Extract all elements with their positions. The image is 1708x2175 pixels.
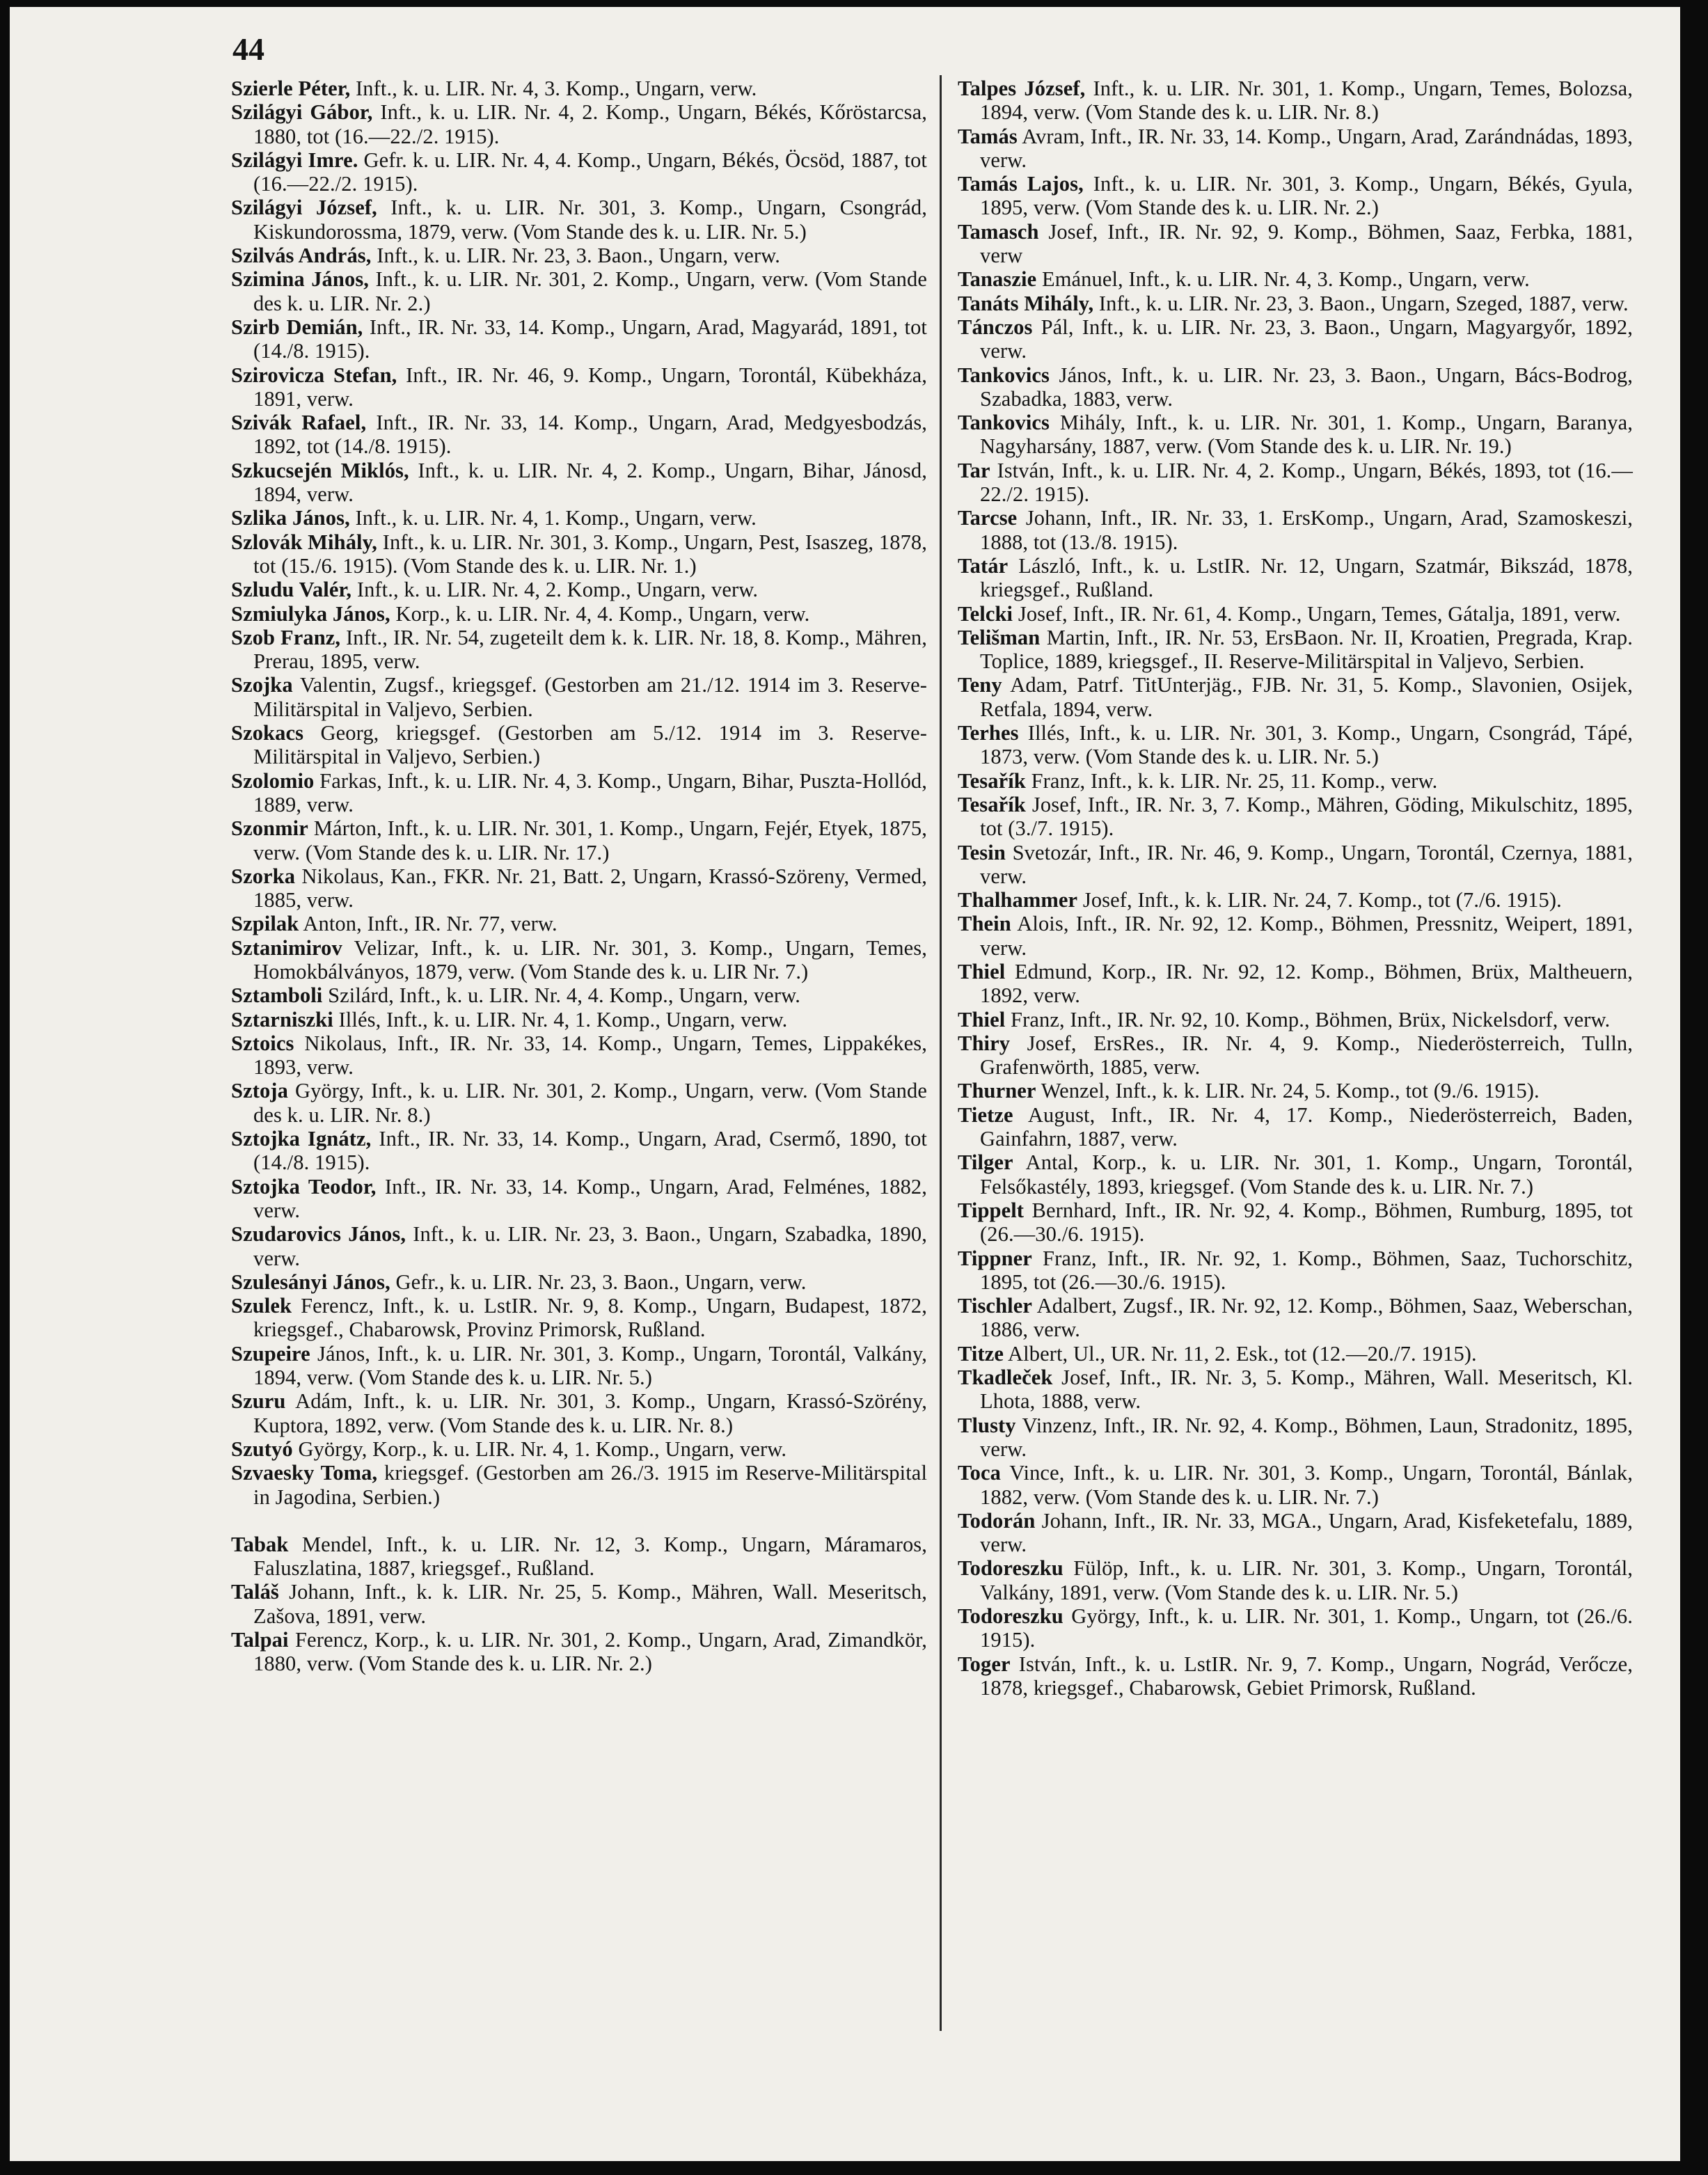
entry-details: János, Inft., k. u. LIR. Nr. 301, 3. Komp., Ungarn, Torontál, Valkány, 1894, verw. (Vom Stande des k. u. LIR. Nr. 5.) [253,1341,927,1390]
entry-details: Inft., IR. Nr. 33, 14. Komp., Ungarn, Arad, Medgyesbodzás, 1892, tot (14./8. 1915). [253,411,928,459]
left-column [231,77,927,1676]
list-entry [958,888,1633,912]
entry-details: Fülöp, Inft., k. u. LIR. Nr. 301, 3. Komp., Ungarn, Torontál, Valkány, 1891, verw. (Vom Stande des k. u. LIR. Nr. 5.) [980,1556,1633,1604]
entry-details: Inft., k. u. LIR. Nr. 4, 3. Komp., Ungarn, verw. [350,77,757,100]
entry-details: Inft., k. u. LIR. Nr. 301, 2. Komp., Ungarn, verw. (Vom Stande des k. u. LIR. Nr. 2.) [253,267,927,315]
entry-details: Inft., k. u. LIR. Nr. 4, 2. Komp., Ungarn, Békés, Kőröstarcsa, 1880, tot (16.—22./2. 1915). [253,100,927,148]
entry-name: Tarcse [958,506,1018,530]
entry-name: Sztanimirov [231,935,342,960]
entry-name: Sztojka Teodor, [231,1174,377,1199]
entry-details: Szilárd, Inft., k. u. LIR. Nr. 4, 4. Komp., Ungarn, verw. [322,983,800,1008]
list-entry [958,673,1633,721]
list-entry [958,267,1633,291]
list-entry [958,506,1633,554]
list-entry [231,602,927,626]
list-entry [958,125,1633,173]
entry-details: György, Inft., k. u. LIR. Nr. 301, 2. Komp., Ungarn, verw. (Vom Stande des k. u. LIR. Nr. 8.) [253,1079,927,1127]
list-entry [958,1461,1633,1509]
list-entry [231,244,927,267]
list-entry [231,148,927,196]
entry-name: Sztoja [231,1079,288,1103]
entry-name: Thiel [958,959,1006,983]
entry-details: Márton, Inft., k. u. LIR. Nr. 301, 1. Komp., Ungarn, Fejér, Etyek, 1875, verw. (Vom Stande des k. u. LIR. Nr. 17.) [253,816,927,864]
list-entry [231,1270,927,1294]
entry-name: Szkucsején Miklós, [231,458,409,482]
entry-details: Inft., k. u. LIR. Nr. 4, 2. Komp., Ungarn, verw. [351,578,759,602]
entry-details: Antal, Korp., k. u. LIR. Nr. 301, 1. Komp., Ungarn, Torontál, Felsőkastély, 1893, kriegsgef. (Vom Stande des k. u. LIR. Nr. 7.) [980,1150,1633,1199]
list-entry [231,315,927,363]
list-entry [231,1461,927,1509]
entry-details: Anton, Inft., IR. Nr. 77, verw. [299,912,558,936]
entry-name: Thein [958,912,1011,936]
entry-details: Nikolaus, Inft., IR. Nr. 33, 14. Komp., Ungarn, Temes, Lippakékes, 1893, verw. [253,1031,927,1079]
list-entry [231,1437,927,1461]
entry-name: Szokacs [231,721,304,745]
entry-details: Vinzenz, Inft., IR. Nr. 92, 4. Komp., Böhmen, Laun, Stradonitz, 1895, verw. [980,1413,1633,1461]
entry-details: Wenzel, Inft., k. k. LIR. Nr. 24, 5. Komp., tot (9./6. 1915). [1036,1079,1540,1103]
entry-details: Inft., IR. Nr. 33, 14. Komp., Ungarn, Arad, Felménes, 1882, verw. [253,1174,928,1222]
entry-name: Szob Franz, [231,625,341,649]
list-entry [231,530,927,578]
entry-details: Franz, Inft., k. k. LIR. Nr. 25, 11. Komp., verw. [1025,768,1438,793]
list-entry [958,220,1633,268]
entry-details: Georg, kriegsgef. (Gestorben am 5./12. 1914 im 3. Reserve-Militärspital in Valjevo, Serbien.) [253,721,927,769]
list-entry [231,1222,927,1270]
list-entry [958,769,1633,793]
entry-details: Inft., k. u. LIR. Nr. 301, 3. Komp., Ungarn, Csongrád, Kiskundorossma, 1879, verw. (Vom Stande des k. u. LIR. Nr. 5.) [253,196,928,244]
entry-details: Avram, Inft., IR. Nr. 33, 14. Komp., Ungarn, Arad, Zarándnádas, 1893, verw. [980,124,1633,172]
document-page [10,7,1680,2161]
entry-name: Tanaszie [958,267,1037,292]
entry-name: Tesařík [958,792,1026,816]
entry-name: Thiel [958,1007,1006,1031]
list-entry [958,1294,1633,1342]
entry-name: Tesin [958,840,1006,864]
entry-details: Josef, Inft., IR. Nr. 92, 9. Komp., Böhmen, Saaz, Ferbka, 1881, verw [980,219,1633,268]
list-entry [958,554,1633,602]
entry-details: Franz, Inft., IR. Nr. 92, 1. Komp., Böhmen, Saaz, Tuchorschitz, 1895, tot (26.—30./6. 1915). [980,1246,1633,1294]
entry-name: Tesařík [958,768,1026,793]
entry-name: Tatár [958,553,1009,578]
list-entry [231,1389,927,1437]
entry-name: Toca [958,1461,1001,1485]
entry-name: Szorka [231,864,296,888]
entry-name: Szojka [231,673,293,697]
entry-details: Inft., k. u. LIR. Nr. 4, 1. Komp., Ungarn, verw. [349,506,757,530]
entry-details: Korp., k. u. LIR. Nr. 4, 4. Komp., Ungarn, verw. [390,601,810,626]
list-entry [231,411,927,459]
list-entry [958,77,1633,125]
entry-name: Szvaesky Toma, [231,1461,378,1485]
list-entry [231,578,927,601]
entry-details: Inft., k. u. LIR. Nr. 23, 3. Baon., Ungarn, verw. [371,244,781,268]
entry-details: Svetozár, Inft., IR. Nr. 46, 9. Komp., Ungarn, Torontál, Czernya, 1881, verw. [980,840,1633,888]
list-entry [958,960,1633,1008]
list-entry [231,1628,927,1676]
entry-details: György, Korp., k. u. LIR. Nr. 4, 1. Komp., Ungarn, verw. [292,1437,787,1461]
entry-name: Tilger [958,1150,1013,1175]
entry-details: Gefr., k. u. LIR. Nr. 23, 3. Baon., Ungarn, verw. [390,1270,807,1294]
entry-name: Szilvás András, [231,244,372,268]
list-entry [231,1175,927,1223]
entry-details: Vince, Inft., k. u. LIR. Nr. 301, 3. Komp., Ungarn, Torontál, Bánlak, 1882, verw. (Vom Stande des k. u. LIR. Nr. 7.) [980,1461,1633,1509]
entry-name: Szuru [231,1389,286,1414]
list-entry [231,363,927,411]
entry-name: Teny [958,673,1002,697]
entry-details: Franz, Inft., IR. Nr. 92, 10. Komp., Böhmen, Brüx, Nickelsdorf, verw. [1005,1007,1611,1031]
entry-details: Illés, Inft., k. u. LIR. Nr. 4, 1. Komp., Ungarn, verw. [333,1007,788,1031]
entry-name: Szonmir [231,816,308,841]
entry-details: Adalbert, Zugsf., IR. Nr. 92, 12. Komp., Böhmen, Saaz, Weberschan, 1886, verw. [980,1294,1633,1342]
entry-name: Sztarniszki [231,1007,333,1031]
entry-name: Sztoics [231,1031,294,1055]
entry-details: László, Inft., k. u. LstIR. Nr. 12, Ungarn, Szatmár, Bikszád, 1878, kriegsgef., Rußland. [980,553,1633,602]
entry-details: Inft., IR. Nr. 54, zugeteilt dem k. k. LIR. Nr. 18, 8. Komp., Mähren, Prerau, 1895, verw. [253,625,927,674]
entry-name: Szolomio [231,768,315,793]
list-entry [231,816,927,864]
entry-details: Inft., k. u. LIR. Nr. 301, 1. Komp., Ungarn, Temes, Bolozsa, 1894, verw. (Vom Stande des k. u. LIR. Nr. 8.) [980,77,1633,125]
entry-details: Inft., k. u. LIR. Nr. 23, 3. Baon., Ungarn, Szeged, 1887, verw. [1093,291,1629,315]
entry-details: György, Inft., k. u. LIR. Nr. 301, 1. Komp., Ungarn, tot (26./6. 1915). [980,1604,1633,1652]
entry-name: Terhes [958,721,1019,745]
list-entry [231,912,927,935]
list-entry [231,1031,927,1079]
entry-details: Martin, Inft., IR. Nr. 53, ErsBaon. Nr. II, Kroatien, Pregrada, Krap. Toplice, 1889, kriegsgef., II. Reserve-Militärspital in Valjevo, Serbien. [980,625,1633,674]
entry-name: Todoreszku [958,1604,1063,1628]
entry-details: Josef, Inft., IR. Nr. 61, 4. Komp., Ungarn, Temes, Gátalja, 1891, verw. [1013,601,1621,626]
list-entry [958,411,1633,459]
entry-name: Szpilak [231,912,299,936]
entry-name: Tanáts Mihály, [958,291,1094,315]
entry-name: Tankovics [958,363,1050,387]
entry-details: Bernhard, Inft., IR. Nr. 92, 4. Komp., Böhmen, Rumburg, 1895, tot (26.—30./6. 1915). [980,1198,1633,1247]
entry-details: Johann, Inft., IR. Nr. 33, 1. ErsKomp., Ungarn, Arad, Szamoskeszi, 1888, tot (13./8. 1915). [980,506,1633,554]
entry-name: Szulek [231,1294,292,1318]
list-entry [958,841,1633,889]
list-entry [958,459,1633,507]
entry-details: István, Inft., k. u. LIR. Nr. 4, 2. Komp., Ungarn, Békés, 1893, tot (16.—22./2. 1915). [980,458,1633,507]
list-entry [958,912,1633,960]
entry-name: Toger [958,1652,1011,1676]
entry-details: Emánuel, Inft., k. u. LIR. Nr. 4, 3. Komp., Ungarn, verw. [1036,267,1530,292]
entry-details: Adám, Inft., k. u. LIR. Nr. 301, 3. Komp., Ungarn, Krassó-Szörény, Kuptora, 1892, verw. (Vom Stande des k. u. LIR. Nr. 8.) [253,1389,927,1437]
entry-name: Szirb Demián, [231,315,363,339]
entry-details: Gefr. k. u. LIR. Nr. 4, 4. Komp., Ungarn, Békés, Öcsöd, 1887, tot (16.—22./2. 1915). [253,148,927,196]
entry-name: Tippelt [958,1198,1025,1222]
entry-name: Szmiulyka János, [231,601,390,626]
entry-name: Todoreszku [958,1556,1063,1581]
entry-name: Szilágyi József, [231,196,377,220]
section-gap [231,1509,927,1533]
list-entry [231,864,927,912]
list-entry [958,1103,1633,1151]
entry-name: Tánczos [958,315,1033,339]
list-entry [231,936,927,984]
entry-name: Titze [958,1341,1004,1366]
entry-name: Tabak [231,1532,289,1556]
list-entry [958,721,1633,769]
list-entry [231,196,927,244]
list-entry [958,1556,1633,1604]
entry-details: Illés, Inft., k. u. LIR. Nr. 301, 3. Komp., Ungarn, Csongrád, Tápé, 1873, verw. (Vom Stande des k. u. LIR. Nr. 5.) [980,721,1633,769]
entry-name: Tkadleček [958,1366,1053,1390]
right-column [958,77,1633,1700]
entry-name: Taláš [231,1580,279,1604]
entry-details: August, Inft., IR. Nr. 4, 17. Komp., Niederösterreich, Baden, Gainfahrn, 1887, verw. [980,1102,1633,1151]
list-entry [231,721,927,769]
list-entry [231,459,927,507]
entry-name: Szierle Péter, [231,77,351,100]
entry-name: Szimina János, [231,267,370,292]
entry-name: Thurner [958,1079,1036,1103]
list-entry [231,769,927,817]
list-entry [231,1580,927,1628]
entry-name: Tietze [958,1102,1013,1127]
entry-details: Velizar, Inft., k. u. LIR. Nr. 301, 3. Komp., Ungarn, Temes, Homokbálványos, 1879, verw. (Vom Stande des k. u. LIR Nr. 7.) [253,935,927,983]
entry-name: Talpes József, [958,77,1086,100]
entry-details: Inft., IR. Nr. 46, 9. Komp., Ungarn, Torontál, Kübekháza, 1891, verw. [253,363,927,411]
entry-name: Todorán [958,1508,1036,1533]
entry-details: kriegsgef. (Gestorben am 26./3. 1915 im Reserve-Militärspital in Jagodina, Serbien.) [253,1461,928,1509]
entry-details: István, Inft., k. u. LstIR. Nr. 9, 7. Komp., Ungarn, Nográd, Verőcze, 1878, kriegsgef., Chabarowsk, Gebiet Primorsk, Rußland. [980,1652,1633,1700]
list-entry [958,1031,1633,1079]
list-entry [958,1366,1633,1414]
entry-name: Tar [958,458,990,482]
entry-name: Thiry [958,1031,1011,1055]
entry-name: Tankovics [958,411,1050,435]
entry-name: Szutyó [231,1437,293,1461]
entry-details: Johann, Inft., IR. Nr. 33, MGA., Ungarn, Arad, Kisfeketefalu, 1889, verw. [980,1508,1633,1557]
entry-details: Josef, Inft., IR. Nr. 3, 7. Komp., Mähren, Göding, Mikulschitz, 1895, tot (3./7. 1915). [980,792,1633,841]
entry-name: Telcki [958,601,1013,626]
entry-name: Szludu Valér, [231,578,352,602]
list-entry [958,1509,1633,1557]
entry-details: Ferencz, Inft., k. u. LstIR. Nr. 9, 8. Komp., Ungarn, Budapest, 1872, kriegsgef., Chabarowsk, Provinz Primorsk, Rußland. [253,1294,927,1342]
page-number: 44 [232,31,264,67]
entry-details: Inft., IR. Nr. 33, 14. Komp., Ungarn, Arad, Magyarád, 1891, tot (14./8. 1915). [253,315,927,363]
list-entry [231,1342,927,1390]
entry-details: Inft., k. u. LIR. Nr. 4, 2. Komp., Ungarn, Bihar, Jánosd, 1894, verw. [253,458,927,507]
column-divider [940,75,942,2031]
list-entry [958,1604,1633,1652]
list-entry [231,267,927,315]
entry-name: Szivák Rafael, [231,411,367,435]
entry-name: Szilágyi Imre. [231,148,358,172]
list-entry [958,602,1633,626]
entry-name: Sztamboli [231,983,323,1008]
entry-details: Josef, Inft., k. k. LIR. Nr. 24, 7. Komp., tot (7./6. 1915). [1077,888,1562,912]
entry-name: Tamás [958,124,1018,148]
entry-name: Tippner [958,1246,1032,1270]
entry-details: Inft., k. u. LIR. Nr. 301, 3. Komp., Ungarn, Pest, Isaszeg, 1878, tot (15./6. 1915). (Vom Stande des k. u. LIR. Nr. 1.) [253,530,928,578]
entry-name: Talpai [231,1628,289,1652]
entry-details: Mendel, Inft., k. u. LIR. Nr. 12, 3. Komp., Ungarn, Máramaros, Faluszlatina, 1887, kriegsgef., Rußland. [253,1532,927,1581]
list-entry [231,983,927,1007]
entry-name: Szirovicza Stefan, [231,363,397,387]
list-entry [958,1652,1633,1700]
list-entry [231,626,927,674]
list-entry [958,292,1633,315]
list-entry [958,1199,1633,1247]
entry-details: Adam, Patrf. TitUnterjäg., FJB. Nr. 31, 5. Komp., Slavonien, Osijek, Retfala, 1894, verw. [980,673,1633,721]
list-entry [231,1127,927,1175]
list-entry [958,626,1633,674]
entry-name: Szulesányi János, [231,1270,390,1294]
list-entry [958,1414,1633,1462]
entry-name: Tischler [958,1294,1032,1318]
entry-details: Albert, Ul., UR. Nr. 11, 2. Esk., tot (12.—20./7. 1915). [1004,1341,1477,1366]
entry-details: Josef, Inft., IR. Nr. 3, 5. Komp., Mähren, Wall. Meseritsch, Kl. Lhota, 1888, verw. [980,1366,1633,1414]
entry-details: Valentin, Zugsf., kriegsgef. (Gestorben am 21./12. 1914 im 3. Reserve-Militärspital in Valjevo, Serbien. [253,673,927,721]
list-entry [231,77,927,100]
entry-name: Thalhammer [958,888,1078,912]
entry-name: Szudarovics János, [231,1222,406,1247]
entry-details: Mihály, Inft., k. u. LIR. Nr. 301, 1. Komp., Ungarn, Baranya, Nagyharsány, 1887, verw. (Vom Stande des k. u. LIR. Nr. 19.) [980,411,1633,459]
list-entry [958,363,1633,411]
list-entry [231,1533,927,1581]
entry-details: János, Inft., k. u. LIR. Nr. 23, 3. Baon., Ungarn, Bács-Bodrog, Szabadka, 1883, verw. [980,363,1633,411]
entry-details: Pál, Inft., k. u. LIR. Nr. 23, 3. Baon., Ungarn, Magyargyőr, 1892, verw. [980,315,1633,363]
list-entry [958,172,1633,220]
entry-details: Inft., k. u. LIR. Nr. 301, 3. Komp., Ungarn, Békés, Gyula, 1895, verw. (Vom Stande des k. u. LIR. Nr. 2.) [980,172,1633,220]
entry-name: Szlika János, [231,506,350,530]
list-entry [231,100,927,148]
list-entry [231,1008,927,1031]
entry-details: Edmund, Korp., IR. Nr. 92, 12. Komp., Böhmen, Brüx, Maltheuern, 1892, verw. [980,959,1633,1008]
entry-name: Tlusty [958,1413,1016,1437]
list-entry [958,1079,1633,1102]
entry-name: Telišman [958,625,1041,649]
list-entry [958,1150,1633,1199]
list-entry [231,1079,927,1127]
list-entry [958,1342,1633,1366]
entry-name: Sztojka Ignátz, [231,1127,372,1151]
list-entry [231,1294,927,1342]
list-entry [958,1008,1633,1031]
entry-details: Inft., IR. Nr. 33, 14. Komp., Ungarn, Arad, Csermő, 1890, tot (14./8. 1915). [253,1127,927,1175]
list-entry [958,315,1633,363]
entry-name: Tamasch [958,219,1039,244]
entry-name: Szlovák Mihály, [231,530,378,554]
list-entry [231,673,927,721]
entry-name: Szupeire [231,1341,310,1366]
list-entry [958,793,1633,841]
entry-name: Tamás Lajos, [958,172,1084,196]
entry-name: Szilágyi Gábor, [231,100,373,125]
list-entry [958,1247,1633,1295]
entry-details: Alois, Inft., IR. Nr. 92, 12. Komp., Böhmen, Pressnitz, Weipert, 1891, verw. [980,912,1633,960]
list-entry [231,506,927,530]
entry-details: Farkas, Inft., k. u. LIR. Nr. 4, 3. Komp., Ungarn, Bihar, Puszta-Hollód, 1889, verw. [253,768,927,816]
entry-details: Nikolaus, Kan., FKR. Nr. 21, Batt. 2, Ungarn, Krassó-Szöreny, Vermed, 1885, verw. [253,864,927,912]
entry-details: Johann, Inft., k. k. LIR. Nr. 25, 5. Komp., Mähren, Wall. Meseritsch, Zašova, 1891, verw. [253,1580,927,1628]
entry-details: Ferencz, Korp., k. u. LIR. Nr. 301, 2. Komp., Ungarn, Arad, Zimandkör, 1880, verw. (Vom Stande des k. u. LIR. Nr. 2.) [253,1628,927,1676]
entry-details: Inft., k. u. LIR. Nr. 23, 3. Baon., Ungarn, Szabadka, 1890, verw. [253,1222,927,1270]
entry-details: Josef, ErsRes., IR. Nr. 4, 9. Komp., Niederösterreich, Tulln, Grafenwörth, 1885, verw. [980,1031,1633,1079]
